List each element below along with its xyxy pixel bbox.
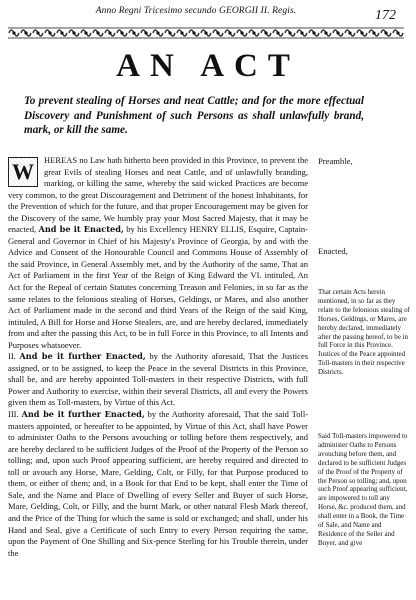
paragraph-preamble — [8, 155, 308, 351]
paragraph-section-2 — [8, 351, 308, 409]
preamble-text: HEREAS no Law hath hitherto been provided in this Province, to prevent the great Evils of stealing Horses and neat Cattle, and of unlawfully branding, marking, or killing the same, whereby the said wicked Practices are become very common, to the great Discouragement and Detriment of the honest Inhabitants, for the Prevention of which for the future, and that proper Encouragement may be given for the Discovery of the same, We humbly pray your Most Sacred Majesty, that it may be enacted, — [8, 155, 308, 235]
act-body — [8, 155, 308, 559]
running-head: Anno Regni Tricesimo secundo GEORGII II. Regis. — [95, 6, 297, 16]
section-2-clause: And be it further Enacted, — [19, 351, 146, 362]
section-1-text: by his Excellency HENRY ELLIS, Esquire, Captain-General and Governor in Chief of his Majesty's Province of Georgia, by and with the Advice and Consent of the Honourable Council and Commons House of Assembly of the said Province, in General Assembly met, and by the Authority of the same, That an Act of Parliament in the first Year of the Reign of King Edward the VI. intituled, An Act for the Repeal of certain Statutes concerning Treason and Felonies, in so far as the same relates to the felonious stealing of Horses, Geldings, or Mares, and also another Act of Parliament made in the second and third Years of the Reign of the said King, intituled, A Bill for Horse and Horse Stealers, are, and are hereby declared, immediately from and after the passing this Act, to be in full Force in this Province, to all Intents and Purposes whatsoever. — [8, 224, 309, 350]
margin-note-toll-masters: Said Toll-masters impowered to administer Oaths to Persons avouching before them, and declared to be sufficient Judges of the Proof of the Property of the Person so tolling; and, upon such Proof appearing sufficient, are impowered to toll any Horse, &c. produced them, and shall enter in a Book, the Time of Sale, and Name and Residence of the Seller and Buyer, and give — [318, 432, 408, 547]
act-subtitle: To prevent stealing of Horses and neat Cattle; and for the more effectual Discovery and Punishment of such Persons as shall unlawfully brand, mark, or kill the same. — [24, 95, 364, 137]
margin-note-enacted: Enacted, — [318, 246, 348, 256]
page-number: 172 — [375, 8, 396, 23]
paragraph-section-3 — [8, 409, 308, 559]
section-2-number: II. — [8, 351, 16, 362]
drop-cap: W — [8, 157, 38, 187]
section-3-text: by the Authority aforesaid, That the said Toll-masters appointed, or hereafter to be appointed, by Virtue of this Act, shall have Power to administer Oaths to the Persons avouching or tolling before them respectively, and are hereby declared to be sufficient Judges of the Proof of the Property of the Person so tolling; and, upon such Proof appearing sufficient, are hereby required and directed to toll or avouch any Horse, Mare, Gelding, Colt, or Filly, for that Purpose produced to them, or either of them; and, in a Book for that End to be kept, shall enter the Time of Sale, and the Name and Place of Dwelling of every Seller and Buyer of such Horse, Mare, Gelding, Colt, or Filly, and the burnt Mark, or other natural Flesh Mark thereof, and the Price of the Thing for which the same is sold or exchanged; and shall, under his Hand and Seal, give a Certificate of such Entry to every Person requiring the same, upon the Payment of One Shilling and Six-pence Sterling for his Trouble therein, under the — [8, 409, 309, 558]
section-3-clause: And be it further Enacted, — [21, 409, 145, 420]
enacting-clause: And be it Enacted, — [38, 224, 124, 235]
section-2-text: by the Authority aforesaid, That the Justices assigned, or to be assigned, to keep the Peace in the several Districts in this Province, shall be, and are hereby appointed Toll-masters in their respective Districts, with full Power and Authority to exercise, within their several Districts, all and every the Powers given them as Toll-masters, by Virtue of this Act. — [8, 351, 309, 408]
act-title: AN ACT — [116, 48, 300, 84]
decorative-border — [8, 26, 404, 40]
margin-note-acts: That certain Acts herein mentioned, in so far as they relate to the felonious stealing of Horses, Geldings, or Mares, are hereby declared, immediately after the passing hereof, to be in full Force in this Province. Justices of the Peace appointed Toll-masters in their respective Districts. — [318, 288, 410, 377]
margin-note-preamble: Preamble, — [318, 156, 353, 166]
section-3-number: III. — [8, 409, 19, 420]
